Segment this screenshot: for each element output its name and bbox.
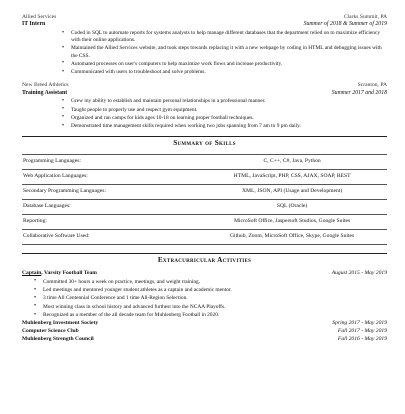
skills-section-title: Summary of Skills <box>22 136 387 149</box>
table-row <box>22 199 387 214</box>
job-title: IT Intern <box>22 21 46 28</box>
job-title: Training Assistant <box>22 89 68 96</box>
table-row <box>22 169 387 184</box>
skill-value: MicroSoft Office, Jaspersoft Studios, Google Suites <box>233 218 351 225</box>
club-name: Muhlenberg Investment Society <box>22 320 99 327</box>
job-bullets <box>62 30 387 76</box>
list-item: • Committed 30+ hours a week on practice, meetings, and weight training. <box>34 279 387 286</box>
job-role-row <box>22 21 387 29</box>
activity-club <box>22 328 387 335</box>
skill-value: SQL (Oracle) <box>276 203 308 210</box>
skill-value: Github, Zoom, MicroSoft Office, Skype, Google Suites <box>229 233 355 240</box>
list-item: • Demonstrated time management skills required when working two jobs spanning from 7 am to 9 pm daily. <box>62 123 387 130</box>
job-location: Clarks Summit, PA <box>343 14 387 20</box>
activity-football <box>22 270 387 277</box>
job-dates: Summer of 2018 & Summer of 2019 <box>303 21 387 28</box>
list-item: • 3 time All Centennial Conference and 1 time All-Region Selection. <box>34 295 387 302</box>
skill-label: Secondary Programming Languages: <box>23 188 106 195</box>
job-role-row <box>22 90 387 98</box>
skill-value: XML, JSON, API (Usage and Development) <box>241 188 343 195</box>
table-row <box>22 184 387 199</box>
list-item: • Maintained the Allied Services website, and took steps towards replacing it with a new webpage by coding in HTML and debugging issues with the CSS. <box>62 45 387 59</box>
skill-value: C, C++, C#, Java, Python <box>263 158 321 165</box>
skill-value: HTML, JavaScript, PHP, CSS, AJAX, SOAP, REST <box>233 173 351 180</box>
club-name: Muhlenberg Strength Council <box>22 336 94 343</box>
skill-label: Reporting: <box>23 218 47 225</box>
job-allied-services <box>22 14 387 76</box>
club-name: Computer Science Club <box>22 328 79 335</box>
skill-label: Collaborative Software Used: <box>23 233 90 240</box>
club-dates: Spring 2017 - May 2019 <box>332 320 387 327</box>
skill-label: Database Languages: <box>23 203 71 210</box>
club-dates: Fall 2017 - May 2019 <box>337 328 387 335</box>
job-dates: Summer 2017 and 2018 <box>331 89 387 96</box>
skill-label: Web Application Languages: <box>23 173 88 180</box>
activities-section-title: Extracurricular Activities <box>22 253 387 266</box>
job-new-breed-athletics <box>22 82 387 130</box>
skill-label: Programming Languages: <box>23 158 81 165</box>
list-item: • Led meetings and mentored younger student athletes as a captain and academic mentor. <box>34 287 387 294</box>
employer-name: Allied Services <box>22 14 57 20</box>
list-item: • Coded in SQL to automate reports for systems analysts to help manage different databases that the department relied on to maximize efficiency with their online applications. <box>62 30 387 44</box>
list-item: • Most winning class in school history and advanced furthest into the NCAA Playoffs. <box>34 304 387 311</box>
job-header <box>22 82 387 89</box>
captain-label: Captain <box>22 270 42 277</box>
list-item: • Automated processes on user's computers to help maximize work flows and increase productivity. <box>62 61 387 68</box>
list-item: • Taught people to properly use and respect gym equipment. <box>62 107 387 114</box>
table-row <box>22 154 387 169</box>
activity-dates: August 2015 - May 2019 <box>331 270 387 277</box>
skills-table <box>22 154 387 245</box>
activity-club <box>22 320 387 327</box>
activities-section <box>22 270 387 343</box>
job-bullets <box>62 98 387 130</box>
list-item: • Grew my ability to establish and maintain personal relationships in a professional manner. <box>62 98 387 105</box>
employer-name: New Breed Athletics <box>22 82 69 89</box>
club-dates: Fall 2016 - May 2019 <box>337 336 387 343</box>
activity-club <box>22 336 387 343</box>
activity-bullets <box>34 279 387 319</box>
activity-name <box>22 270 97 277</box>
list-item: • Communicated with users to troubleshoot and solve problems. <box>62 69 387 76</box>
list-item: • Organized and ran camps for kids ages 10-18 on learning proper football techniques. <box>62 115 387 122</box>
table-row <box>22 214 387 229</box>
team-name: , Varsity Football Team <box>41 270 97 277</box>
table-row <box>22 229 387 244</box>
job-location: Scranton, PA <box>357 82 387 89</box>
list-item: • Recognized as a member of the all decade team for Muhlenberg Football in 2020. <box>34 312 387 319</box>
